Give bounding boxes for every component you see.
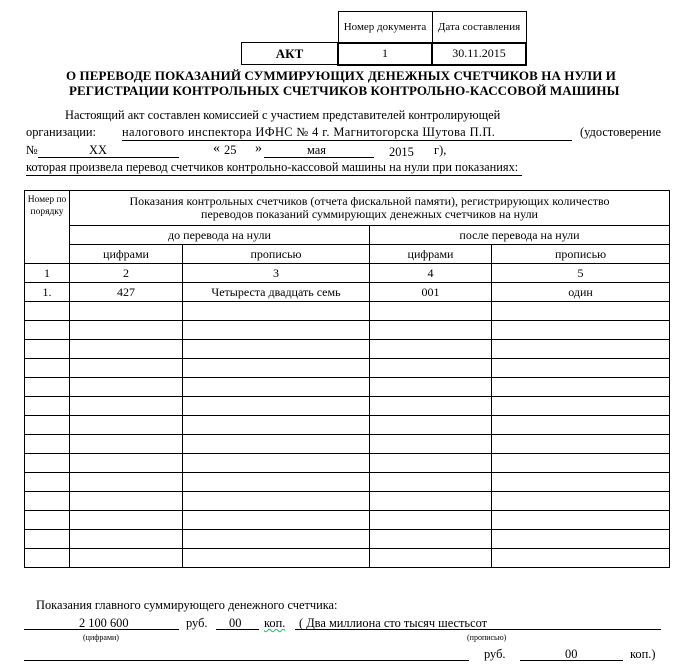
empty-cell — [183, 549, 370, 568]
empty-cell — [70, 492, 183, 511]
empty-cell — [70, 321, 183, 340]
empty-cell — [25, 435, 70, 454]
counters-table — [24, 190, 670, 568]
empty-cell — [370, 416, 492, 435]
empty-cell — [183, 359, 370, 378]
document-header-table — [241, 11, 527, 66]
before-digits-value: 427 — [70, 283, 183, 302]
col-number-header: Номер по порядку — [25, 191, 70, 264]
empty-cell — [70, 302, 183, 321]
empty-cell — [25, 359, 70, 378]
year-value: 2015 — [389, 145, 414, 159]
empty-cell — [25, 473, 70, 492]
empty-row — [25, 454, 670, 473]
empty-row — [25, 397, 670, 416]
date-value: 30.11.2015 — [432, 43, 526, 65]
empty-row — [25, 530, 670, 549]
after-digits-value: 001 — [370, 283, 492, 302]
month-value: мая — [307, 143, 326, 157]
empty-cell — [70, 397, 183, 416]
empty-row — [25, 549, 670, 568]
empty-cell — [25, 302, 70, 321]
empty-row — [25, 302, 670, 321]
title-line-2: РЕГИСТРАЦИИ КОНТРОЛЬНЫХ СЧЕТЧИКОВ КОНТРОЛЬНО-КАССОВОЙ МАШИНЫ — [69, 83, 620, 98]
col-number-4: 4 — [370, 264, 492, 283]
after-words-header: прописью — [492, 245, 670, 264]
group-header: Показания контрольных счетчиков (отчета фискальной памяти), регистрирующих количество переводов показаний суммирующих денежных счетчиков на нули — [70, 191, 670, 226]
empty-cell — [25, 416, 70, 435]
day-value: 25 — [224, 143, 237, 157]
empty-cell — [70, 511, 183, 530]
empty-cell — [183, 492, 370, 511]
empty-cell — [70, 378, 183, 397]
before-digits-header: цифрами — [70, 245, 183, 264]
empty-cell — [70, 530, 183, 549]
empty-row — [25, 416, 670, 435]
cert-label: (удостоверение — [580, 125, 662, 139]
kop-label: коп. — [264, 616, 286, 630]
quote-close: » — [255, 141, 262, 156]
empty-cell — [183, 530, 370, 549]
empty-row — [25, 378, 670, 397]
empty-cell — [492, 416, 670, 435]
empty-cell — [492, 378, 670, 397]
empty-cell — [70, 435, 183, 454]
before-words-value: Четыреста двадцать семь — [183, 283, 370, 302]
before-words-header: прописью — [183, 245, 370, 264]
row-number: 1. — [25, 283, 70, 302]
empty-cell — [25, 321, 70, 340]
empty-cell — [370, 302, 492, 321]
number-sign: № — [26, 143, 38, 157]
empty-cell — [370, 397, 492, 416]
empty-cell — [492, 302, 670, 321]
empty-cell — [370, 492, 492, 511]
empty-cell — [183, 454, 370, 473]
doc-number-label: Номер документа — [338, 12, 432, 43]
empty-cell — [183, 302, 370, 321]
doc-number-value: 1 — [338, 43, 432, 65]
empty-cell — [183, 435, 370, 454]
empty-cell — [70, 454, 183, 473]
empty-cell — [492, 549, 670, 568]
akt-label: АКТ — [242, 43, 339, 65]
empty-row — [25, 473, 670, 492]
after-digits-header: цифрами — [370, 245, 492, 264]
amount-digits: 2 100 600 — [79, 616, 129, 630]
empty-row — [25, 435, 670, 454]
empty-cell — [492, 435, 670, 454]
col-number-1: 1 — [25, 264, 70, 283]
empty-cell — [492, 340, 670, 359]
empty-cell — [70, 416, 183, 435]
empty-cell — [492, 397, 670, 416]
quote-open: « — [213, 141, 220, 156]
empty-cell — [183, 511, 370, 530]
empty-row — [25, 511, 670, 530]
empty-cell — [183, 340, 370, 359]
empty-cell — [25, 511, 70, 530]
empty-cell — [492, 359, 670, 378]
empty-cell — [370, 549, 492, 568]
empty-cell — [25, 397, 70, 416]
empty-cell — [25, 549, 70, 568]
kop-label-2: коп.) — [630, 647, 656, 661]
empty-cell — [370, 340, 492, 359]
empty-cell — [370, 454, 492, 473]
year-suffix: г), — [434, 143, 447, 157]
empty-cell — [370, 511, 492, 530]
empty-cell — [183, 473, 370, 492]
org-label: организации: — [26, 125, 96, 139]
cert-number: XX — [89, 143, 107, 157]
empty-cell — [183, 378, 370, 397]
footer-label: Показания главного суммирующего денежного счетчика: — [36, 598, 338, 612]
empty-cell — [25, 340, 70, 359]
empty-cell — [25, 492, 70, 511]
empty-row — [25, 359, 670, 378]
empty-cell — [492, 492, 670, 511]
date-label: Дата составления — [432, 12, 526, 43]
empty-cell — [25, 378, 70, 397]
after-header: после перевода на нули — [370, 226, 670, 245]
col-number-5: 5 — [492, 264, 670, 283]
empty-row — [25, 492, 670, 511]
empty-cell — [492, 473, 670, 492]
empty-row — [25, 321, 670, 340]
empty-cell — [492, 454, 670, 473]
rub-label: руб. — [186, 616, 208, 630]
empty-cell — [70, 359, 183, 378]
empty-cell — [183, 416, 370, 435]
cert-number-line — [38, 157, 179, 158]
empty-cell — [370, 435, 492, 454]
kop-value-2: 00 — [565, 647, 578, 661]
empty-cell — [492, 321, 670, 340]
intro-line-3: которая произвела перевод счетчиков контрольно-кассовой машины на нули при показаниях: — [26, 160, 522, 176]
words-continuation-line — [24, 660, 469, 661]
col-number-2: 2 — [70, 264, 183, 283]
empty-cell — [370, 359, 492, 378]
after-words-value: один — [492, 283, 670, 302]
empty-cell — [70, 340, 183, 359]
empty-cell — [492, 511, 670, 530]
table-row — [25, 283, 670, 302]
empty-cell — [25, 530, 70, 549]
empty-cell — [183, 397, 370, 416]
empty-cell — [492, 530, 670, 549]
intro-line-1: Настоящий акт составлен комиссией с участием представителей контролирующей — [65, 108, 501, 122]
org-value: налогового инспектора ИФНС № 4 г. Магнитогорска Шутова П.П. — [122, 125, 572, 141]
col-number-3: 3 — [183, 264, 370, 283]
empty-cell — [25, 454, 70, 473]
empty-cell — [370, 473, 492, 492]
empty-cell — [370, 530, 492, 549]
empty-cell — [370, 378, 492, 397]
empty-rows — [25, 302, 670, 568]
empty-cell — [70, 473, 183, 492]
empty-row — [25, 340, 670, 359]
header-spacer — [242, 12, 339, 43]
digits-caption: (цифрами) — [83, 633, 119, 642]
amount-words: ( Два миллиона сто тысяч шестьсот — [299, 616, 488, 630]
before-header: до перевода на нули — [70, 226, 370, 245]
empty-cell — [183, 321, 370, 340]
empty-cell — [70, 549, 183, 568]
rub-label-2: руб. — [484, 647, 506, 661]
kop-value: 00 — [229, 616, 242, 630]
words-caption: (прописью) — [467, 633, 507, 642]
empty-cell — [370, 321, 492, 340]
title-line-1: О ПЕРЕВОДЕ ПОКАЗАНИЙ СУММИРУЮЩИХ ДЕНЕЖНЫХ СЧЕТЧИКОВ НА НУЛИ И — [66, 68, 616, 83]
